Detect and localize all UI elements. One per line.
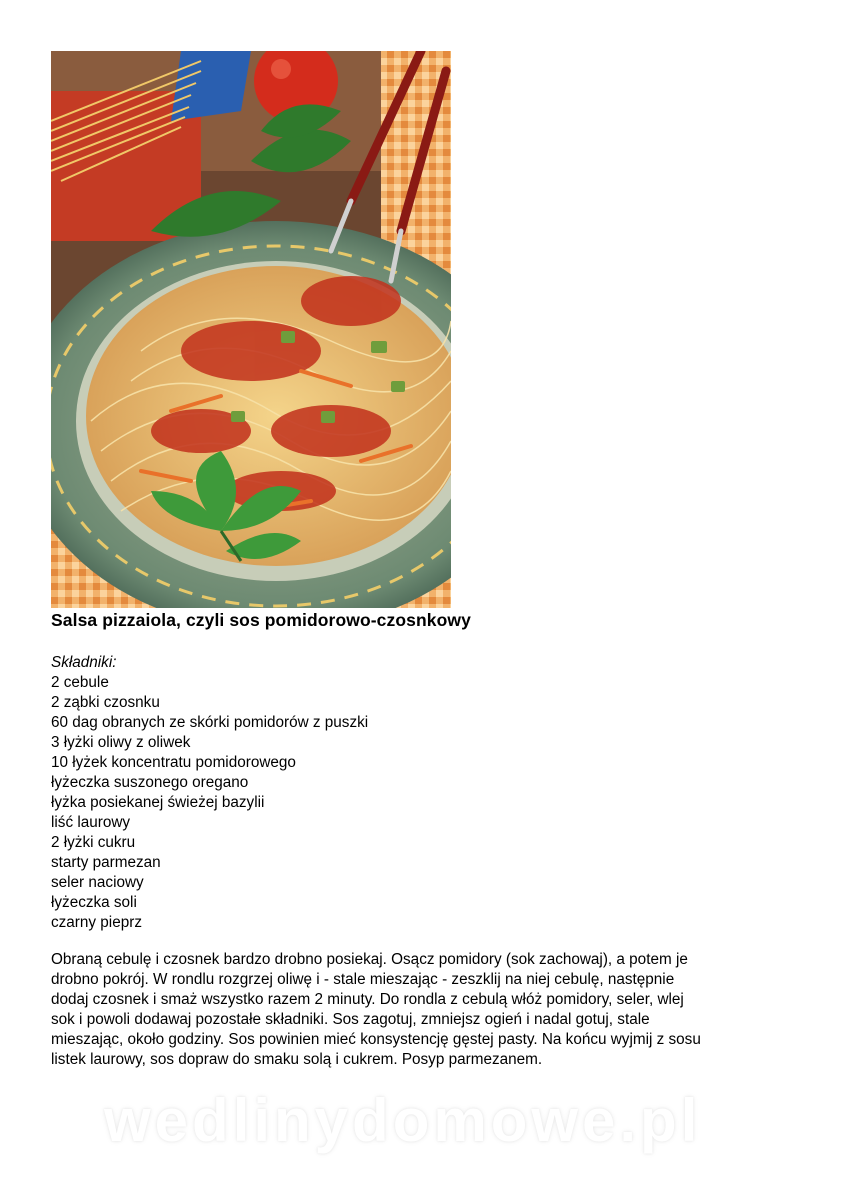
- ingredient-item: liść laurowy: [51, 814, 131, 831]
- spaghetti-plate-image: [51, 51, 451, 608]
- ingredient-item: łyżeczka suszonego oregano: [51, 774, 249, 791]
- ingredient-item: łyżka posiekanej świeżej bazylii: [51, 794, 265, 811]
- ingredient-item: 60 dag obranych ze skórki pomidorów z puszki: [51, 714, 369, 731]
- ingredient-item: czarny pieprz: [51, 914, 142, 931]
- ingredient-item: łyżeczka soli: [51, 894, 137, 911]
- instructions-line: mieszając, około godziny. Sos powinien mieć konsystencję gęstej pasty. Na końcu wyjmij z sosu: [51, 1031, 701, 1048]
- ingredients-label: Składniki:: [51, 654, 117, 671]
- ingredient-item: 3 łyżki oliwy z oliwek: [51, 734, 191, 751]
- ingredients-list: [51, 673, 368, 933]
- recipe-title: Salsa pizzaiola, czyli sos pomidorowo-czosnkowy: [51, 610, 471, 630]
- instructions-paragraph: [51, 950, 801, 1070]
- instructions-line: sok i powoli dodawaj pozostałe składniki. Sos zagotuj, zmniejsz ogień i nadal gotuj, stale: [51, 1011, 650, 1028]
- ingredient-item: 2 ząbki czosnku: [51, 694, 160, 711]
- recipe-photo: [51, 51, 451, 608]
- instructions-line: drobno pokrój. W rondlu rozgrzej oliwę i - stale mieszając - zeszklij na niej cebulę, następnie: [51, 971, 675, 988]
- watermark-text: wedlinydomowe.pl: [104, 1087, 702, 1154]
- ingredients-section: [51, 653, 368, 933]
- instructions-line: dodaj czosnek i smaż wszystko razem 2 minuty. Do rondla z cebulą włóż pomidory, seler, wlej: [51, 991, 684, 1008]
- ingredient-item: starty parmezan: [51, 854, 161, 871]
- ingredient-item: 2 cebule: [51, 674, 109, 691]
- ingredient-item: 2 łyżki cukru: [51, 834, 136, 851]
- instructions-line: listek laurowy, sos dopraw do smaku solą i cukrem. Posyp parmezanem.: [51, 1051, 543, 1068]
- ingredient-item: 10 łyżek koncentratu pomidorowego: [51, 754, 296, 771]
- ingredient-item: seler naciowy: [51, 874, 144, 891]
- instructions-line: Obraną cebulę i czosnek bardzo drobno posiekaj. Osącz pomidory (sok zachowaj), a potem je: [51, 951, 688, 968]
